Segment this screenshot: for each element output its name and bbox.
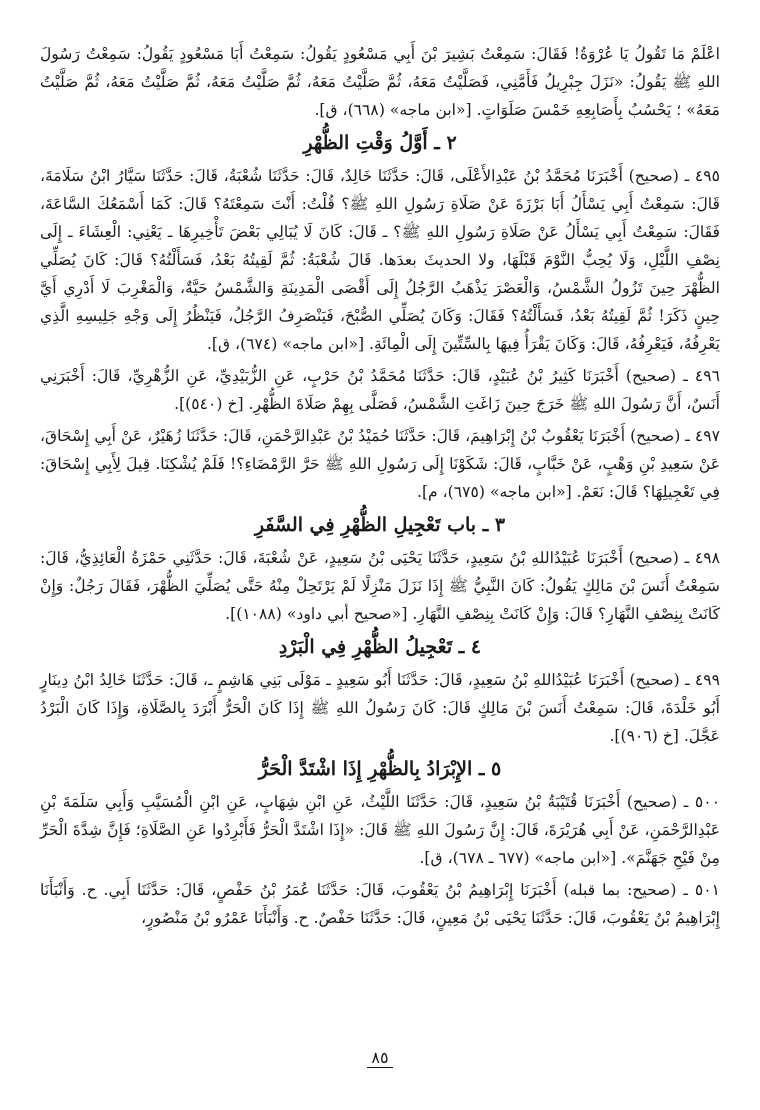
hadith-496: ٤٩٦ ـ (صحيح) أَخْبَرَنَا كَثِيرُ بْنُ عُبَيْدٍ، قَالَ: حَدَّثَنَا مُحَمَّدُ بْنُ حَرْبٍ، عَنِ الزُّبَيْدِيِّ، عَنِ الزُّهْرِيِّ، قَالَ: أَخْبَرَنِي أَنَسٌ، أَنَّ رَسُولَ اللهِ ﷺ خَرَجَ حِينَ زَاغَتِ الشَّمْسُ، فَصَلَّى بِهِمْ صَلَاةَ الظُّهْرِ. [خ (٥٤٠)]. <box>40 367 720 413</box>
page-number-wrap <box>0 1048 760 1067</box>
hadith-500: ٥٠٠ ـ (صحيح) أَخْبَرَنَا قُتَيْبَةُ بْنُ سَعِيدٍ، قَالَ: حَدَّثَنَا اللَّيْثُ، عَنِ ابْنِ شِهَابٍ، عَنِ ابْنِ الْمُسَيَّبِ وَأَبِي سَلَمَةَ بْنِ عَبْدِالرَّحْمَنِ، عَنْ أَبِي هُرَيْرَةَ، قَالَ: إِنَّ رَسُولَ اللهِ ﷺ قَالَ: «إِذَا اشْتَدَّ الْحَرُّ فَأَبْرِدُوا عَنِ الصَّلَاةِ؛ فَإِنَّ شِدَّةَ الْحَرِّ مِنْ فَيْحِ جَهَنَّمَ». [«ابن ماجه» (٦٧٧ ـ ٦٧٨)، ق]. <box>40 793 720 867</box>
chapter-heading-4: ٤ ـ تَعْجِيلُ الظُّهْرِ فِي الْبَرْدِ <box>278 636 482 658</box>
chapter-heading-5: ٥ ـ الإِبْرَادُ بِالظُّهْرِ إِذَا اشْتَدَّ الْحَرُّ <box>258 758 502 780</box>
hadith-501: ٥٠١ ـ (صحيح: بما قبله) أَخْبَرَنَا إِبْرَاهِيمُ بْنُ يَعْقُوبَ، قَالَ: حَدَّثَنَا عُمَرُ بْنُ حَفْصٍ، قَالَ: حَدَّثَنَا أَبِي. ح. وَأَنْبَأَنَا إِبْرَاهِيمُ بْنُ يَعْقُوبَ، قَالَ: حَدَّثَنَا يَحْيَى بْنُ مَعِينٍ، قَالَ: حَدَّثَنَا حَفْصٌ. ح. وَأَنْبَأَنَا عَمْرُو بْنُ مَنْصُورٍ، <box>40 881 720 927</box>
hadith-498: ٤٩٨ ـ (صحيح) أَخْبَرَنَا عُبَيْدُاللهِ بْنُ سَعِيدٍ، حَدَّثَنَا يَحْيَى بْنُ سَعِيدٍ، عَنْ شُعْبَةَ، قَالَ: حَدَّثَنِي حَمْزَةُ الْعَائِذِيُّ، قَالَ: سَمِعْتُ أَنَسَ بْنَ مَالِكٍ يَقُولُ: كَانَ النَّبِيُّ ﷺ إِذَا نَزَلَ مَنْزِلًا لَمْ يَرْتَحِلْ مِنْهُ حَتَّى يُصَلِّيَ الظُّهْرَ، فَقَالَ رَجُلٌ: وَإِنْ كَانَتْ بِنِصْفِ النَّهَارِ؟ قَالَ: وَإِنْ كَانَتْ بِنِصْفِ النَّهَارِ. [«صحيح أبي داود» (١٠٨٨)]. <box>40 549 720 623</box>
page-number: ٨٥ <box>367 1048 392 1068</box>
chapter-heading-3: ٣ ـ باب تَعْجِيلِ الظُّهْرِ فِي السَّفَرِ <box>254 514 506 536</box>
hadith-499: ٤٩٩ ـ (صحيح) أَخْبَرَنَا عُبَيْدُاللهِ بْنُ سَعِيدٍ، قَالَ: حَدَّثَنَا أَبُو سَعِيدٍ ـ مَوْلَى بَنِي هَاشِمٍ ـ، قَالَ: حَدَّثَنَا خَالِدُ ابْنُ دِينَارٍ أَبُو خَلْدَةَ، قَالَ: سَمِعْتُ أَنَسَ بْنَ مَالِكٍ قَالَ: كَانَ رَسُولُ اللهِ ﷺ إِذَا كَانَ الْحَرُّ أَبْرَدَ بِالصَّلَاةِ، وَإِذَا كَانَ الْبَرْدُ عَجَّلَ. [خ (٩٠٦)]. <box>40 671 720 745</box>
paragraph-continuation: اعْلَمْ مَا تَقُولُ يَا عُرْوَةُ! فَقَالَ: سَمِعْتُ بَشِيرَ بْنَ أَبِي مَسْعُودٍ يَقُولُ: سَمِعْتُ أَبَا مَسْعُودٍ يَقُولُ: سَمِعْتُ رَسُولَ اللهِ ﷺ يَقُولُ: «نَزَلَ جِبْرِيلُ فَأَمَّنِي، فَصَلَّيْتُ مَعَهُ، ثُمَّ صَلَّيْتُ مَعَهُ، ثُمَّ صَلَّيْتُ مَعَهُ، ثُمَّ صَلَّيْتُ مَعَهُ، ثُمَّ صَلَّيْتُ مَعَهُ» ؛ يَحْسُبُ بِأَصَابِعِهِ خَمْسَ صَلَوَاتٍ. [«ابن ماجه» (٦٦٨)، ق]. <box>40 45 720 119</box>
hadith-495: ٤٩٥ ـ (صحيح) أَخْبَرَنَا مُحَمَّدُ بْنُ عَبْدِالأَعْلَى، قَالَ: حَدَّثَنَا خَالِدٌ، قَالَ: حَدَّثَنَا شُعْبَةُ، قَالَ: حَدَّثَنَا سَيَّارُ ابْنُ سَلَامَةَ، قَالَ: سَمِعْتُ أَبِي يَسْأَلُ أَبَا بَرْزَةَ عَنْ صَلَاةِ رَسُولِ اللهِ ﷺ؟ قُلْتُ: أَنْتَ سَمِعْتَهُ؟ قَالَ: كَمَا أَسْمَعُكَ السَّاعَةَ، فَقَالَ: سَمِعْتُ أَبِي يَسْأَلُ عَنْ صَلَاةِ رَسُولِ اللهِ ﷺ؟ ـ قَالَ: كَانَ لَا يُبَالِي بَعْضَ تَأْخِيرِهَا ـ يَعْنِي: الْعِشَاءَ ـ إِلَى نِصْفِ اللَّيْلِ، وَلَا يُحِبُّ النَّوْمَ قَبْلَهَا، ولا الحديثَ بعدَها. قَالَ شُعْبَةُ: ثُمَّ لَقِيتُهُ بَعْدُ، فَسَأَلْتُهُ؟ قَالَ: كَانَ يُصَلِّي الظُّهْرَ حِينَ تَزُولُ الشَّمْسُ، وَالْعَصْرَ يَذْهَبُ الرَّجُلُ إِلَى أَقْصَى الْمَدِينَةِ وَالشَّمْسُ حَيَّةٌ، وَالْمَغْرِبَ لَا أَدْرِي أَيَّ حِينٍ ذَكَرَ! ثُمَّ لَقِيتُهُ بَعْدُ، فَسَأَلْتُهُ؟ فَقَالَ: وَكَانَ يُصَلِّي الصُّبْحَ، فَيَنْصَرِفُ الرَّجُلُ، فَيَنْظُرُ إِلَى وَجْهِ جَلِيسِهِ الَّذِي يَعْرِفُهُ، فَيَعْرِفُهُ، قَالَ: وَكَانَ يَقْرَأُ فِيهَا بِالسِّتِّينَ إِلَى الْمِائَةِ. [«ابن ماجه» (٦٧٤)، ق]. <box>40 167 720 353</box>
chapter-heading-2: ٢ ـ أَوَّلُ وَقْتِ الظُّهْرِ <box>303 132 457 154</box>
hadith-497: ٤٩٧ ـ (صحيح) أَخْبَرَنَا يَعْقُوبُ بْنُ إِبْرَاهِيمَ، قَالَ: حَدَّثَنَا حُمَيْدُ بْنُ عَبْدِالرَّحْمَنِ، قَالَ: حَدَّثَنَا زُهَيْرٌ، عَنْ أَبِي إِسْحَاقَ، عَنْ سَعِيدِ بْنِ وَهْبٍ، عَنْ خَبَّابٍ، قَالَ: شَكَوْنَا إِلَى رَسُولِ اللهِ ﷺ حَرَّ الرَّمْضَاءِ؟! فَلَمْ يُشْكِنَا. قِيلَ لِأَبِي إِسْحَاقَ: فِي تَعْجِيلِهَا؟ قَالَ: نَعَمْ. [«ابن ماجه» (٦٧٥)، م]. <box>40 427 720 501</box>
